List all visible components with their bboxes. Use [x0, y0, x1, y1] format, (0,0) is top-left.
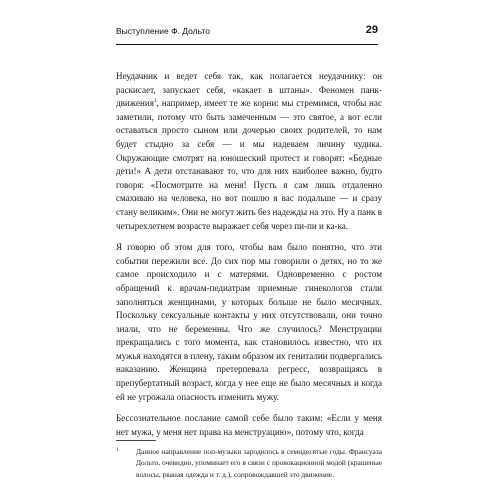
body-text	[116, 70, 382, 447]
footnote	[116, 446, 382, 480]
running-header	[116, 26, 378, 42]
paragraph-2: Я говорю об этом для того, чтобы вам было понятно, что эти события пережили все. До сих пор мы говорили о детях, но то же самое происходило и с матерями. Одновременно с ростом обращений к врачам-педиатрам приемные гинекологов стали заполняться женщинами, у которых больше не было месячных. Поскольку сексуальные контакты у них отсутствовали, они точно знали, что не беременны. Что же случилось? Менструации прекращались с того момента, как становилось известно, что их мужья находятся в плену, таким образом их гениталии подвергались наказанию. Женщина претерпевала регресс, возвращаясь в препубертатный возраст, когда у нее еще не было месячных и когда ей не угрожала опасность изменить мужу.	[116, 242, 382, 402]
footnote-reference: 1	[153, 98, 157, 105]
paragraph-3: Бессознательное послание самой себе было таким: «Если у меня нет мужа, у меня нет права на менструацию», потому что, когда	[116, 413, 382, 437]
header-rule	[116, 44, 378, 45]
footnote-number: 1	[116, 447, 119, 453]
footnote-rule	[116, 440, 156, 441]
paragraph-1-text-start: Неудачник и ведет себя так, как полагается неудачнику: он раскисает, запускает себя, «какает в штаны». Феномен панк-движения	[116, 71, 382, 109]
footnote-text: Данное направление поп-музыки зародилось в семидесятые годы. Франсуаза Дольто, очевидно, упоминает его в связи с провокационной модой (крашеные волосы, рваная одежда и т. д.), сопровождавшей это движение.	[136, 447, 382, 479]
page-number: 29	[365, 24, 378, 36]
paragraph-1	[116, 70, 382, 233]
running-header-title: Выступление Ф. Дольто	[116, 26, 210, 36]
paragraph-1-text-end: , например, имеет те же корни: мы стремимся, чтобы нас заметили, потому что быть замеченным — это святое, а вот если оставаться просто сыном или дочерью своих родителей, то нам будет стыдно за себя — и мы надеваем личину чудика. Окружающие смотрят на юношеский протест и говорят: «Бедные дети!» А дети отстанавают то, что для них наиболее важно, будто говоря: «Посмотрите на меня! Пусть я сам лишь отдаленно смахиваю на человека, но вот пошлю я вас подальше — и сразу стану великим». Они не могут жить без надежды на это. Ну а панк в четырехлетнем возрасте выражает себя через пи-пи и ка-ка.	[116, 98, 382, 231]
